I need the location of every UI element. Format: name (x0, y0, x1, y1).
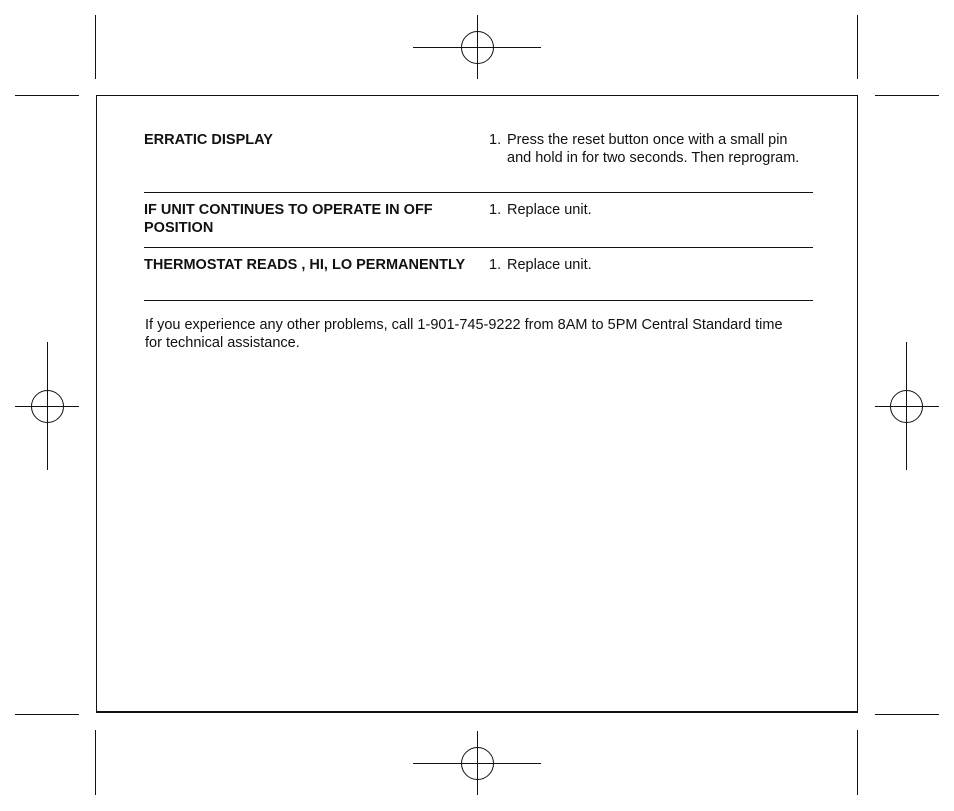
remedy-text: Replace unit. (507, 257, 592, 273)
problem-label: IF UNIT CONTINUES TO OPERATE IN OFF POSITION (144, 202, 433, 236)
table-row (144, 193, 813, 248)
remedy-cell (489, 201, 813, 247)
table-row (144, 131, 813, 193)
registration-mark-top (413, 15, 541, 79)
remedy-cell (489, 256, 813, 300)
step-number: 1. (489, 257, 502, 273)
step-number: 1. (489, 202, 502, 218)
table-row (144, 248, 813, 301)
registration-mark-bottom (413, 731, 541, 795)
remedy-cell (489, 131, 813, 192)
remedy-text: Replace unit. (507, 202, 592, 218)
step-number: 1. (489, 132, 502, 148)
registration-mark-right (875, 342, 939, 470)
registration-mark-left (15, 342, 79, 470)
problem-label: THERMOSTAT READS , HI, LO PERMANENTLY (144, 257, 466, 273)
problem-label: ERRATIC DISPLAY (144, 132, 273, 148)
remedy-text: Press the reset button once with a small pin and hold in for two seconds. Then reprogram. (507, 132, 800, 166)
support-note: If you experience any other problems, call 1-901-745-9222 from 8AM to 5PM Central Standard time for technical assistance. (145, 317, 783, 351)
troubleshooting-table (144, 131, 813, 301)
